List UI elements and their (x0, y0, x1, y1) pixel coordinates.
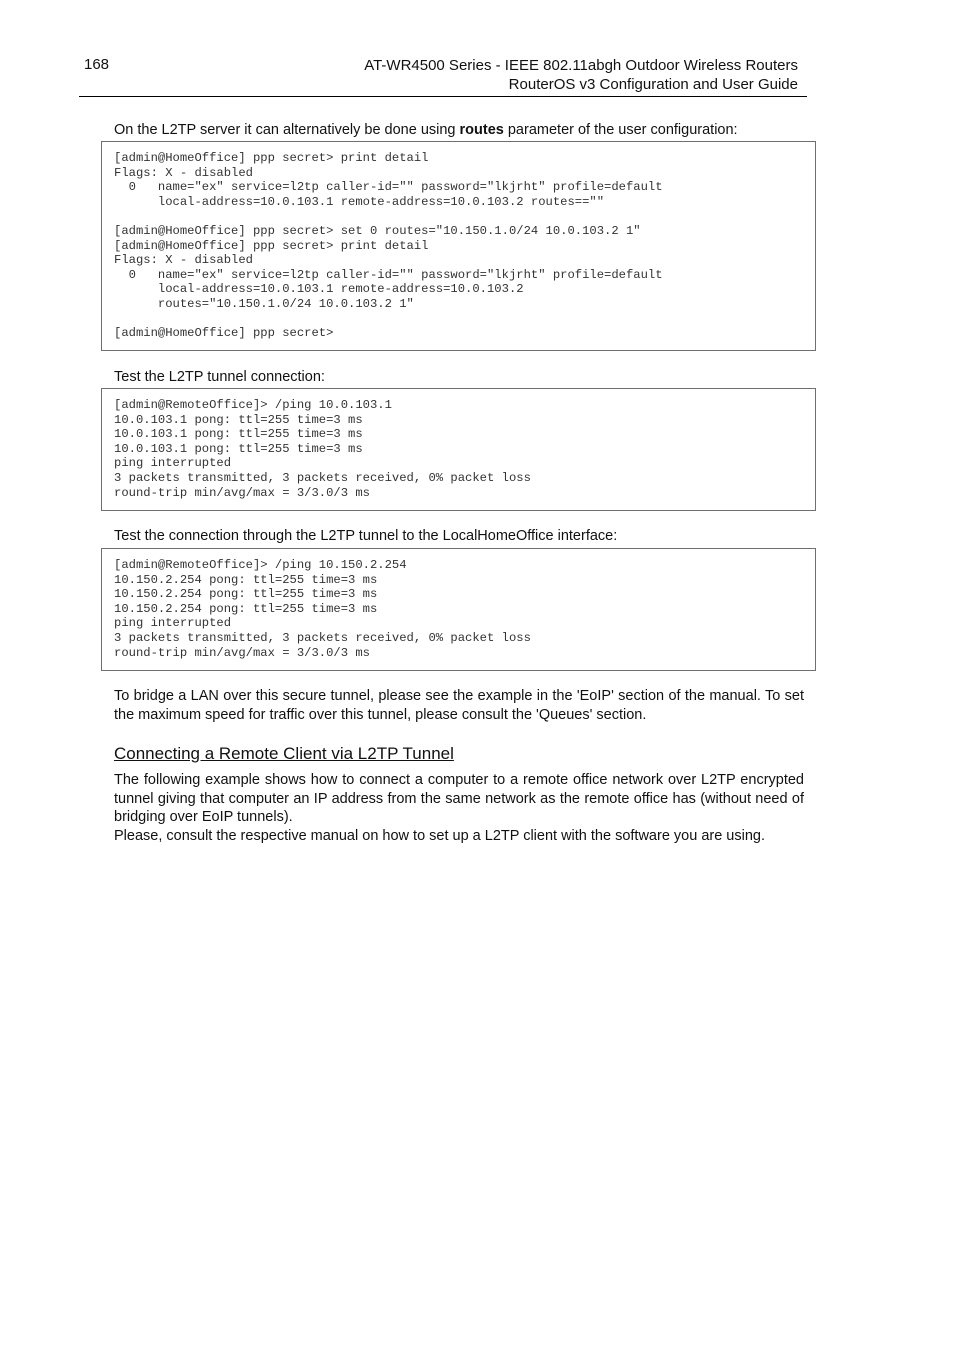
header-title-line1: AT-WR4500 Series - IEEE 802.11abgh Outdoor Wireless Routers (364, 57, 798, 74)
intro-text-after: parameter of the user configuration: (503, 122, 738, 138)
header-title-line2: RouterOS v3 Configuration and User Guide (508, 76, 798, 93)
header-rule (79, 96, 807, 97)
section-paragraph-1: The following example shows how to connect a computer to a remote office network over L2TP encrypted tunnel giving that computer an IP address from the same network as the remote office has (without need of bridging over EoIP tunnels). (114, 772, 804, 825)
code-block-ping-local (101, 548, 816, 671)
code-text: [admin@HomeOffice] ppp secret> print detail Flags: X - disabled 0 name="ex" service=l2tp caller-id="" password="lkjrht" profile=default local-address=10.0.103.1 remote-address=10.0.103.2 routes=="" [admin@HomeOffice] ppp secret> set 0 routes="10.150.1.0/24 10.0.103.2 1" [admin@HomeOffice] ppp secret> print detail Flags: X - disabled 0 name="ex" service=l2tp caller-id="" password="lkjrht" profile=default local-address=10.0.103.1 remote-address=10.0.103.2 routes="10.150.1.0/24 10.0.103.2 1" [admin@HomeOffice] ppp secret> (114, 151, 663, 341)
intro-bold-routes: routes (459, 122, 504, 138)
test-tunnel-label: Test the L2TP tunnel connection: (114, 369, 325, 385)
intro-paragraph (114, 121, 804, 140)
test-local-label: Test the connection through the L2TP tunnel to the LocalHomeOffice interface: (114, 528, 618, 544)
page-number: 168 (84, 56, 110, 73)
intro-text-before: On the L2TP server it can alternatively be done using (114, 122, 460, 138)
code-text: [admin@RemoteOffice]> /ping 10.150.2.254 10.150.2.254 pong: ttl=255 time=3 ms 10.150.2.254 pong: ttl=255 time=3 ms 10.150.2.254 pong: ttl=255 time=3 ms ping interrupted 3 packets transmitted, 3 packets received, 0% packet loss round-trip min/avg/max = 3/3.0/3 ms (114, 558, 531, 660)
bridge-paragraph: To bridge a LAN over this secure tunnel, please see the example in the 'EoIP' section of the manual. To set the maximum speed for traffic over this tunnel, please consult the 'Queues' section. (114, 688, 804, 723)
header-title (364, 56, 798, 94)
section-paragraph-2: Please, consult the respective manual on how to set up a L2TP client with the software you are using. (114, 828, 765, 844)
section-heading: Connecting a Remote Client via L2TP Tunnel (114, 744, 454, 763)
code-block-ppp-secret (101, 141, 816, 351)
code-block-ping-tunnel (101, 388, 816, 511)
code-text: [admin@RemoteOffice]> /ping 10.0.103.1 10.0.103.1 pong: ttl=255 time=3 ms 10.0.103.1 pong: ttl=255 time=3 ms 10.0.103.1 pong: ttl=255 time=3 ms ping interrupted 3 packets transmitted, 3 packets received, 0% packet loss round-trip min/avg/max = 3/3.0/3 ms (114, 398, 531, 500)
